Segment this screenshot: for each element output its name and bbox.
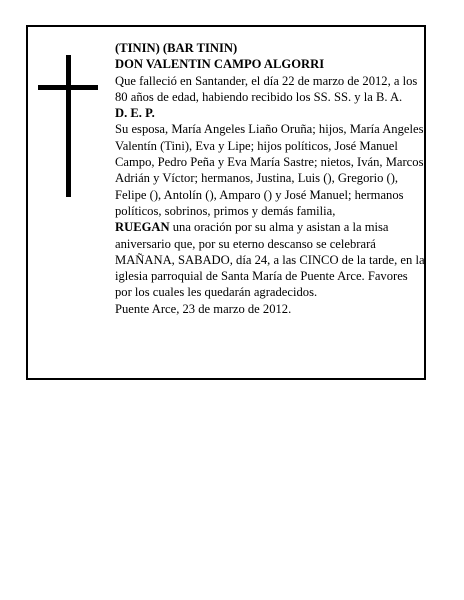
death-info: Que falleció en Santander, el día 22 de marzo de 2012, a los 80 años de edad, habiendo recibido los SS. SS. y la B. A. bbox=[115, 73, 418, 104]
notice-text bbox=[115, 40, 427, 317]
request-text: una oración por su alma y asistan a la misa aniversario que, por su eterno descanso se celebrará MAÑANA, SABADO, día 24, a las CINCO de la tarde, en la iglesia parroquial de Santa María de Puente Arce. Favores por los cuales les quedarán agradecidos. bbox=[115, 220, 425, 300]
cross-horizontal-bar bbox=[38, 85, 98, 90]
cross-vertical-bar bbox=[66, 55, 71, 197]
place-date: Puente Arce, 23 de marzo de 2012. bbox=[115, 301, 292, 316]
nickname-line: (TININ) (BAR TININ) bbox=[115, 41, 238, 55]
deceased-name: DON VALENTIN CAMPO ALGORRI bbox=[115, 57, 325, 72]
request-lead: RUEGAN bbox=[115, 220, 170, 235]
request-paragraph bbox=[115, 219, 427, 300]
dep-line: D. E. P. bbox=[115, 106, 155, 121]
obituary-notice bbox=[26, 25, 426, 380]
family-list: Su esposa, María Angeles Liaño Oruña; hijos, María Angeles, Valentín (Tini), Eva y Lipe; hijos políticos, José Manuel Campo, Pedro Peña y Eva María Sastre; nietos, Iván, Marcos, Adrián y Víctor; hermanos, Justina, Luis (), Gregorio (), Felipe (), Antolín (), Amparo () y José Manuel; hermanos políticos, sobrinos, primos y demás familia, bbox=[115, 122, 427, 218]
